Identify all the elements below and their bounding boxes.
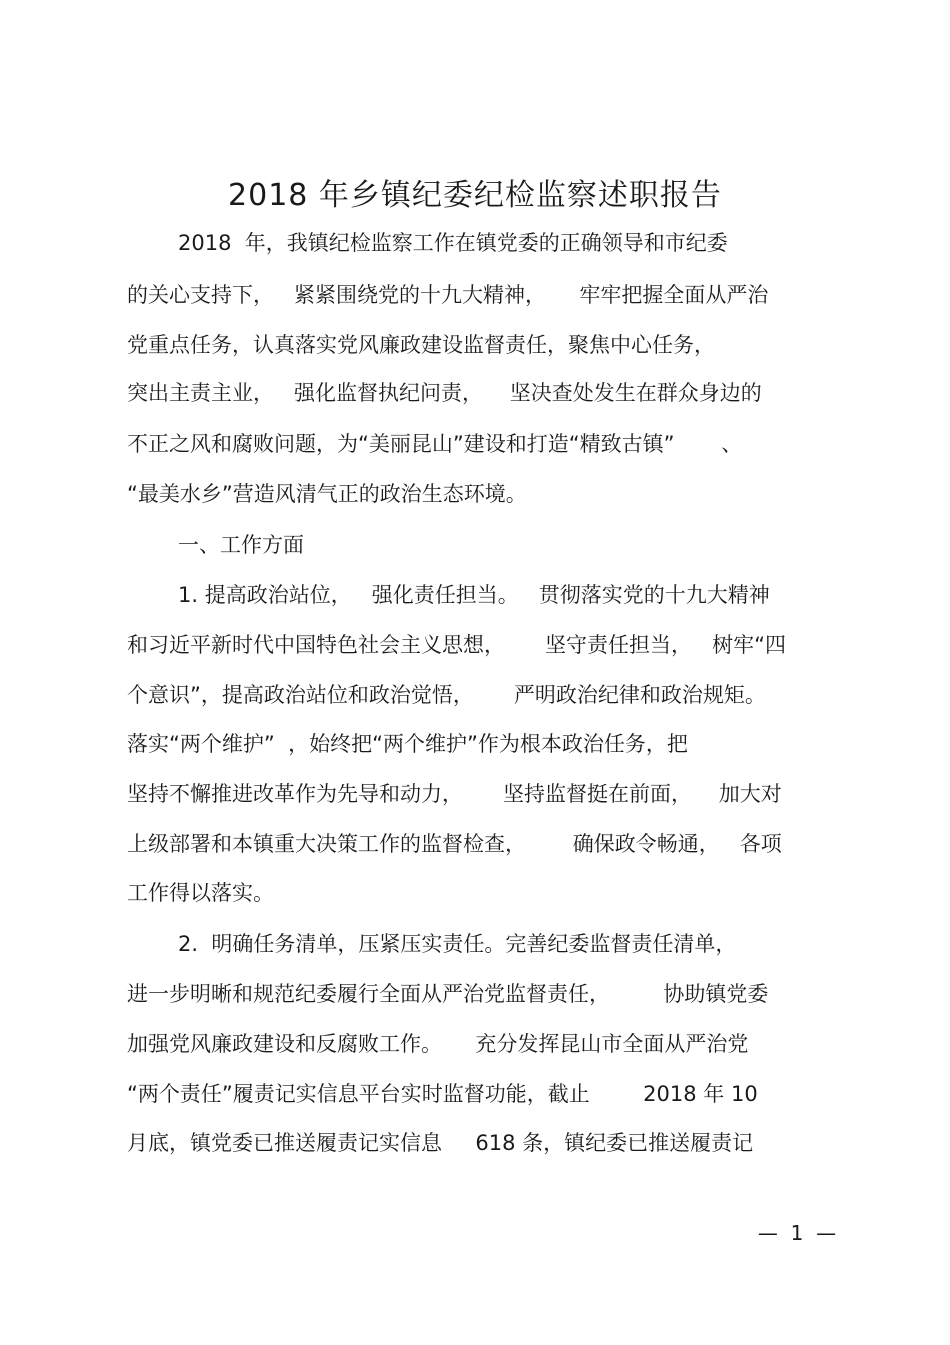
paragraph-line: “最美水乡”营造风清气正的政治生态环境。 <box>127 482 527 506</box>
paragraph-line: 和习近平新时代中国特色社会主义思想， 坚守责任担当， 树牢“四 <box>127 633 786 657</box>
paragraph-line: 落实“两个维护” ，始终把“两个维护”作为根本政治任务，把 <box>127 732 688 756</box>
paragraph-line: 加强党风廉政建设和反腐败工作。 充分发挥昆山市全面从严治党 <box>127 1032 749 1056</box>
page-number: — 1 — <box>757 1221 837 1245</box>
paragraph-line: 月底，镇党委已推送履责记实信息 618 条，镇纪委已推送履责记 <box>127 1131 754 1155</box>
section-heading: 一、工作方面 <box>178 533 304 557</box>
paragraph-line: 2. 明确任务清单，压紧压实责任。完善纪委监督责任清单， <box>178 932 737 956</box>
paragraph-line: 上级部署和本镇重大决策工作的监督检查， 确保政令畅通， 各项 <box>127 832 782 856</box>
paragraph-line: 进一步明晰和规范纪委履行全面从严治党监督责任， 协助镇党委 <box>127 982 769 1006</box>
paragraph-line: 不正之风和腐败问题，为“美丽昆山”建设和打造“精致古镇” 、 <box>127 432 743 456</box>
paragraph-line: “两个责任”履责记实信息平台实时监督功能，截止 2018 年 10 <box>127 1082 758 1106</box>
paragraph-line: 1. 提高政治站位， 强化责任担当。 贯彻落实党的十九大精神 <box>178 583 770 607</box>
paragraph-line: 个意识”，提高政治站位和政治觉悟， 严明政治纪律和政治规矩。 <box>127 683 766 707</box>
paragraph-line: 的关心支持下， 紧紧围绕党的十九大精神， 牢牢把握全面从严治 <box>127 283 769 307</box>
paragraph-line: 坚持不懈推进改革作为先导和动力， 坚持监督挺在前面， 加大对 <box>127 782 782 806</box>
document-title: 2018 年乡镇纪委纪检监察述职报告 <box>228 178 722 213</box>
paragraph-line: 党重点任务，认真落实党风廉政建设监督责任，聚焦中心任务， <box>127 333 715 357</box>
paragraph-line: 工作得以落实。 <box>127 881 274 905</box>
paragraph-line: 2018 年，我镇纪检监察工作在镇党委的正确领导和市纪委 <box>178 231 728 255</box>
paragraph-line: 突出主责主业， 强化监督执纪问责， 坚决查处发生在群众身边的 <box>127 381 762 405</box>
